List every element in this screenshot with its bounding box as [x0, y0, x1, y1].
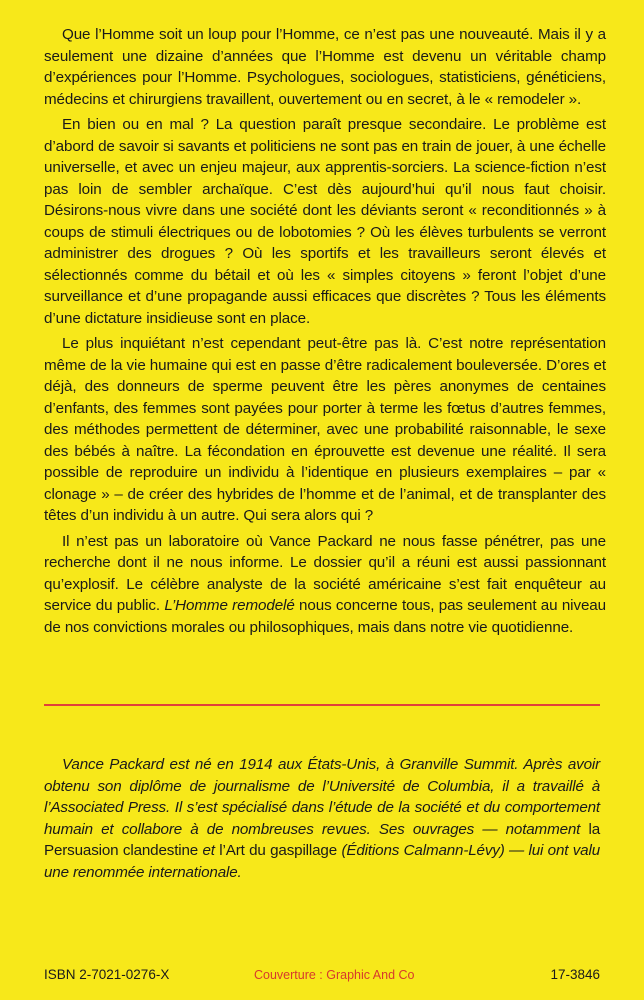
cover-credit: Couverture : Graphic And Co — [254, 968, 415, 982]
bio-text-end: (Éditions Calmann-Lévy) — lui ont valu une renommée internationale. — [44, 842, 600, 881]
book-title: L’Homme remodelé — [164, 597, 295, 614]
blurb-paragraph-1: Que l’Homme soit un loup pour l’Homme, ce n’est pas une nouveauté. Mais il y a seulement une dizaine d’années que l’Homme est devenu un véritable champ d’expériences pour l’Homme. Psychologues, sociologues, statisticiens, généticiens, médecins et chirurgiens travaillent, ouvertement ou en secret, à le « remodeler ». — [44, 26, 606, 108]
catalog-code: 17-3846 — [550, 967, 600, 982]
blurb-text — [44, 24, 606, 642]
bio-and: et — [198, 842, 220, 859]
blurb-paragraph-2: En bien ou en mal ? La question paraît presque secondaire. Le problème est d’abord de savoir si savants et politiciens ne sont pas en train de jouer, à une échelle universelle, et avec un enjeu majeur, aux apprentis-sorciers. La science-fiction n’est pas loin de sembler archaïque. C’est dès aujourd’hui qu’il nous faut choisir. Désirons-nous vivre dans une société dont les déviants seront « reconditionnés » à coups de stimuli électriques ou de lobotomies ? Où les élèves turbulents se verront administrer des drogues ? Où les sportifs et les travailleurs seront élevés et sélectionnés comme du bétail et où les « simples citoyens » feront l’objet d’une surveillance et d’une propagande aussi efficaces que discrètes ? Tous les éléments d’une dictature insidieuse sont en place. — [44, 116, 606, 327]
author-bio — [44, 754, 600, 883]
bio-title-1: la Persuasion clandestine — [44, 820, 600, 859]
isbn: ISBN 2-7021-0276-X — [44, 967, 170, 982]
blurb-p4-text-start: Il n’est pas un laboratoire où Vance Packard ne nous fasse pénétrer, pas une recherche dont il ne nous informe. Le dossier qu’il a réuni est aussi passionnant qu’explosif. Le célèbre analyste de la société américaine s’est fait enquêteur au service du public. — [44, 532, 606, 614]
bio-title-2: l’Art du gaspillage — [219, 842, 338, 859]
red-divider-line — [44, 704, 600, 706]
author-bio-paragraph — [44, 754, 600, 883]
footer — [44, 967, 600, 987]
blurb-p4-text-end: nous concerne tous, pas seulement au niveau de nos convictions morales ou philosophiques, mais dans notre vie quotidienne. — [44, 597, 606, 636]
blurb-paragraph-3: Le plus inquiétant n’est cependant peut-être pas là. C’est notre représentation même de la vie humaine qui est en passe d’être radicalement bouleversée. D’ores et déjà, des donneurs de sperme peuvent être les pères anonymes de centaines d’enfants, des femmes sont payées pour porter à terme les fœtus d’autres femmes, des méthodes permettent de déterminer, avec une probabilité raisonnable, le sexe des bébés à naître. La fécondation en éprouvette est devenue une réalité. Il sera possible de reproduire un individu à l’identique en plusieurs exemplaires – par « clonage » – de créer des hybrides de l’homme et de l’animal, et de transplanter des têtes d’un individu à un autre. Qui sera alors qui ? — [44, 335, 606, 524]
bio-text-start: Vance Packard est né en 1914 aux États-Unis, à Granville Summit. Après avoir obtenu son diplôme de journalisme de l’Université de Columbia, il a travaillé à l’Associated Press. Il s’est spécialisé dans l’étude de la société et du comportement humain et collabore à de nombreuses revues. Ses ouvrages — notamment — [44, 756, 600, 838]
blurb-paragraph-4 — [44, 531, 606, 639]
